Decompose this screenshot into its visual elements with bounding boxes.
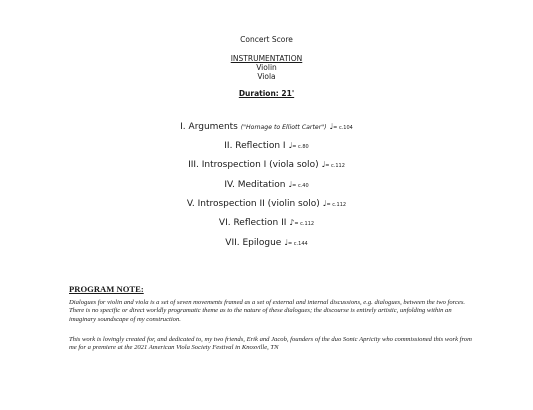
movement-1 <box>0 122 533 132</box>
movement-tempo: = c.40 <box>292 183 309 189</box>
movement-title: III. Introspection I (viola solo) <box>188 160 319 170</box>
quarter-note-icon: ♩ <box>284 238 289 247</box>
movement-title: VII. Epilogue <box>225 238 282 248</box>
movement-title: V. Introspection II (violin solo) <box>186 199 320 209</box>
quarter-note-icon: ♩ <box>322 199 327 208</box>
movement-tempo: = c.112 <box>325 163 345 169</box>
quarter-note-icon: ♩ <box>288 180 293 189</box>
movement-title: VI. Reflection II <box>218 218 287 228</box>
movement-2 <box>0 141 533 151</box>
movement-6 <box>0 218 533 228</box>
quarter-note-icon: ♩ <box>288 141 293 150</box>
movement-title: II. Reflection I <box>224 141 286 151</box>
eighth-note-icon: ♪ <box>289 218 295 227</box>
quarter-note-icon: ♩ <box>321 160 326 169</box>
instrumentation-heading: INSTRUMENTATION <box>230 54 303 63</box>
movement-4 <box>0 180 533 190</box>
duration: Duration: 21' <box>238 89 295 98</box>
program-note-heading: PROGRAM NOTE: <box>69 284 144 294</box>
movement-title: I. Arguments <box>180 122 238 132</box>
movement-7 <box>0 238 533 248</box>
movement-tempo: = c.144 <box>288 241 308 247</box>
quarter-note-icon: ♩ <box>329 122 334 131</box>
movement-tempo: = c.112 <box>294 221 315 227</box>
movement-tempo: = c.112 <box>326 202 347 208</box>
program-note-paragraph-1: Dialogues for violin and viola is a set of seven movements framed as a set of external and internal discussions, e.g. dialogues, between the two forces. There is no specific or direct worldly programatic theme as to the nature of these dialogues; the discourse is entirely artistic, unfolding within an imaginary soundscape of my construction. <box>69 299 466 323</box>
movement-tempo: = c.80 <box>292 144 309 150</box>
score-type: Concert Score <box>240 35 293 44</box>
instrument-violin: Violin <box>256 63 277 72</box>
instrument-viola: Viola <box>257 72 276 81</box>
program-note-paragraph-2: This work is lovingly created for, and dedicated to, my two friends, Erik and Jacob, founders of the duo Sonic Apricity who commissioned this work from me for a premiere at the 2021 American Viola Society Festival in Knoxville, TN <box>69 336 472 352</box>
movement-5 <box>0 199 533 209</box>
movement-tempo: = c.104 <box>333 125 353 131</box>
movement-subtitle: ("Homage to Elliott Carter") <box>240 124 327 131</box>
movement-title: IV. Meditation <box>224 180 286 190</box>
movement-3 <box>0 160 533 170</box>
